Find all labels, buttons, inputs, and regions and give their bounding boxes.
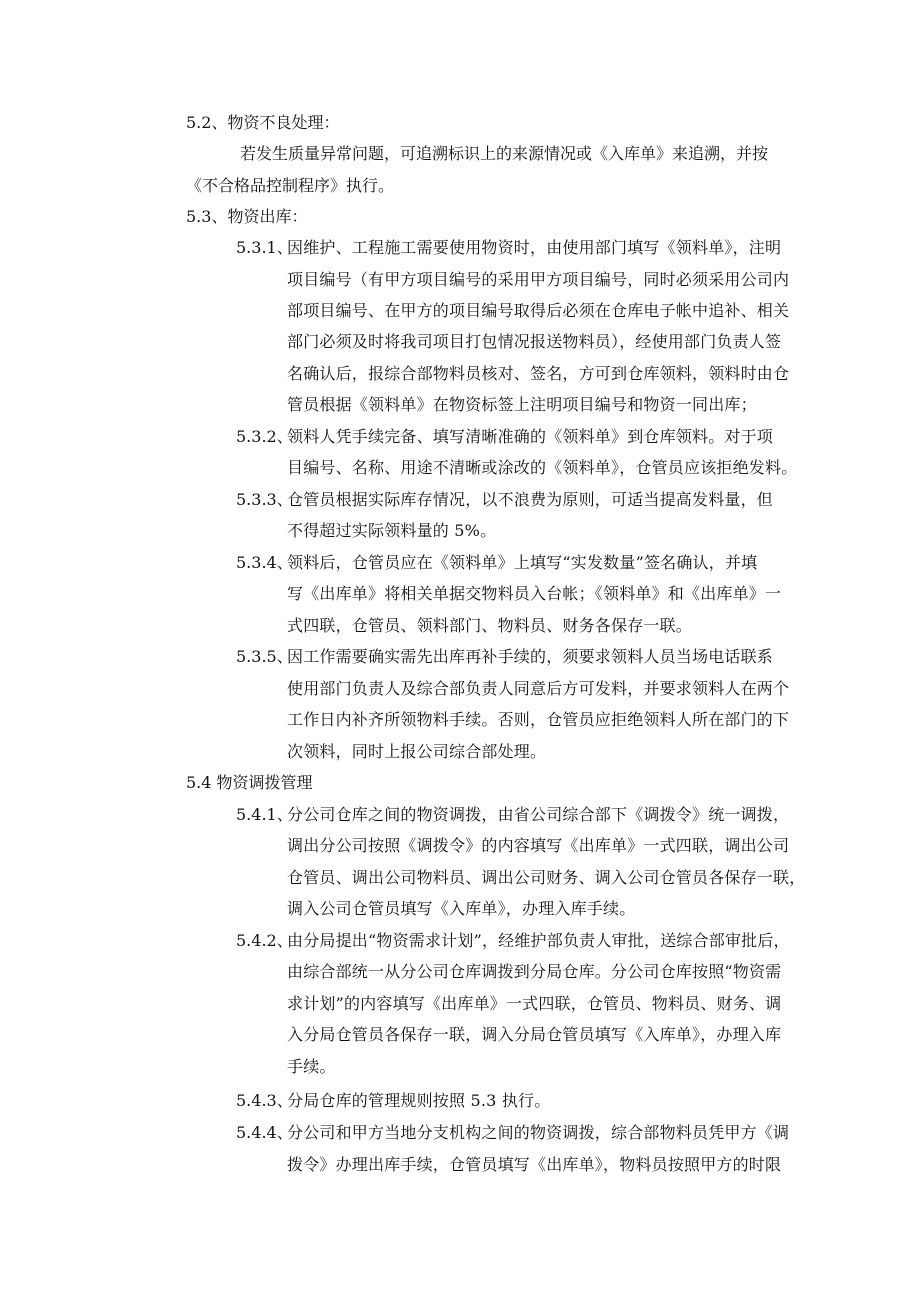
item-line: 调入公司仓管员填写《入库单》，办理入库手续。 (287, 899, 636, 918)
item-line: 领料后，仓管员应在《领料单》上填写“实发数量”签名确认，并填 (287, 553, 758, 572)
item-number-5-4-4: 5.4.4、 (236, 1123, 293, 1142)
item-line: 式四联，仓管员、领料部门、物料员、财务各保存一联。 (287, 616, 693, 635)
item-line: 拨令》办理出库手续，仓管员填写《出库单》，物料员按照甲方的时限 (287, 1155, 782, 1174)
item-line: 部项目编号、在甲方的项目编号取得后必须在仓库电子帐中追补、相关 (287, 301, 790, 320)
item-number-5-4-1: 5.4.1、 (236, 805, 293, 824)
section-heading-5-3: 5.3、物资出库： (186, 207, 308, 226)
item-line: 求计划”的内容填写《出库单》一式四联，仓管员、物料员、财务、调 (287, 994, 782, 1013)
item-number-5-3-5: 5.3.5、 (236, 647, 293, 666)
item-line: 名确认后，报综合部物料员核对、签名，方可到仓库领料，领料时由仓 (287, 364, 790, 383)
item-line: 手续。 (287, 1057, 336, 1076)
item-line: 分局仓库的管理规则按照 5.3 执行。 (287, 1091, 551, 1110)
item-line: 写《出库单》将相关单据交物料员入台帐；《领料单》和《出库单》一 (287, 584, 782, 603)
item-line: 仓管员根据实际库存情况，以不浪费为原则，可适当提高发料量，但 (287, 490, 774, 509)
item-number-5-4-3: 5.4.3、 (236, 1091, 293, 1110)
item-number-5-3-4: 5.3.4、 (236, 553, 293, 572)
item-line: 因维护、工程施工需要使用物资时，由使用部门填写《领料单》，注明 (287, 238, 782, 257)
item-line: 工作日内补齐所领物料手续。否则，仓管员应拒绝领料人所在部门的下 (287, 710, 790, 729)
item-line: 项目编号（有甲方项目编号的采用甲方项目编号，同时必须采用公司内 (287, 270, 790, 289)
paragraph-line: 《不合格品控制程序》执行。 (186, 176, 395, 195)
item-number-5-4-2: 5.4.2、 (236, 931, 293, 950)
section-heading-5-4: 5.4 物资调拨管理 (186, 773, 313, 792)
item-line: 由综合部统一从分公司仓库调拨到分局仓库。分公司仓库按照“物资需 (287, 962, 782, 981)
item-number-5-3-1: 5.3.1、 (236, 238, 293, 257)
item-number-5-3-2: 5.3.2、 (236, 427, 293, 446)
item-line: 仓管员、调出公司物料员、调出公司财务、调入公司仓管员各保存一联， (287, 868, 806, 887)
item-line: 因工作需要确实需先出库再补手续的，须要求领料人员当场电话联系 (287, 647, 774, 666)
item-line: 部门必须及时将我司项目打包情况报送物料员），经使用部门负责人签 (287, 332, 782, 351)
item-line: 管员根据《领料单》在物资标签上注明项目编号和物资一同出库； (287, 395, 757, 414)
item-line: 使用部门负责人及综合部负责人同意后方可发料，并要求领料人在两个 (287, 679, 790, 698)
item-line: 分公司和甲方当地分支机构之间的物资调拨，综合部物料员凭甲方《调 (287, 1123, 790, 1142)
paragraph-line: 若发生质量异常问题，可追溯标识上的来源情况或《入库单》来追溯，并按 (240, 144, 769, 163)
item-line: 领料人凭手续完备、填写清晰准确的《领料单》到仓库领料。对于项 (287, 427, 774, 446)
item-line: 不得超过实际领料量的 5%。 (287, 521, 497, 540)
item-line: 由分局提出“物资需求计划”，经维护部负责人审批，送综合部审批后， (287, 931, 790, 950)
item-number-5-3-3: 5.3.3、 (236, 490, 293, 509)
section-heading-5-2: 5.2、物资不良处理： (186, 113, 340, 132)
item-line: 入分局仓管员各保存一联，调入分局仓管员填写《入库单》，办理入库 (287, 1025, 782, 1044)
item-line: 目编号、名称、用途不清晰或涂改的《领料单》，仓管员应该拒绝发料。 (287, 458, 798, 477)
item-line: 分公司仓库之间的物资调拨，由省公司综合部下《调拨令》统一调拨， (287, 805, 790, 824)
item-line: 调出分公司按照《调拨令》的内容填写《出库单》一式四联，调出公司 (287, 836, 790, 855)
item-line: 次领料，同时上报公司综合部处理。 (287, 742, 547, 761)
